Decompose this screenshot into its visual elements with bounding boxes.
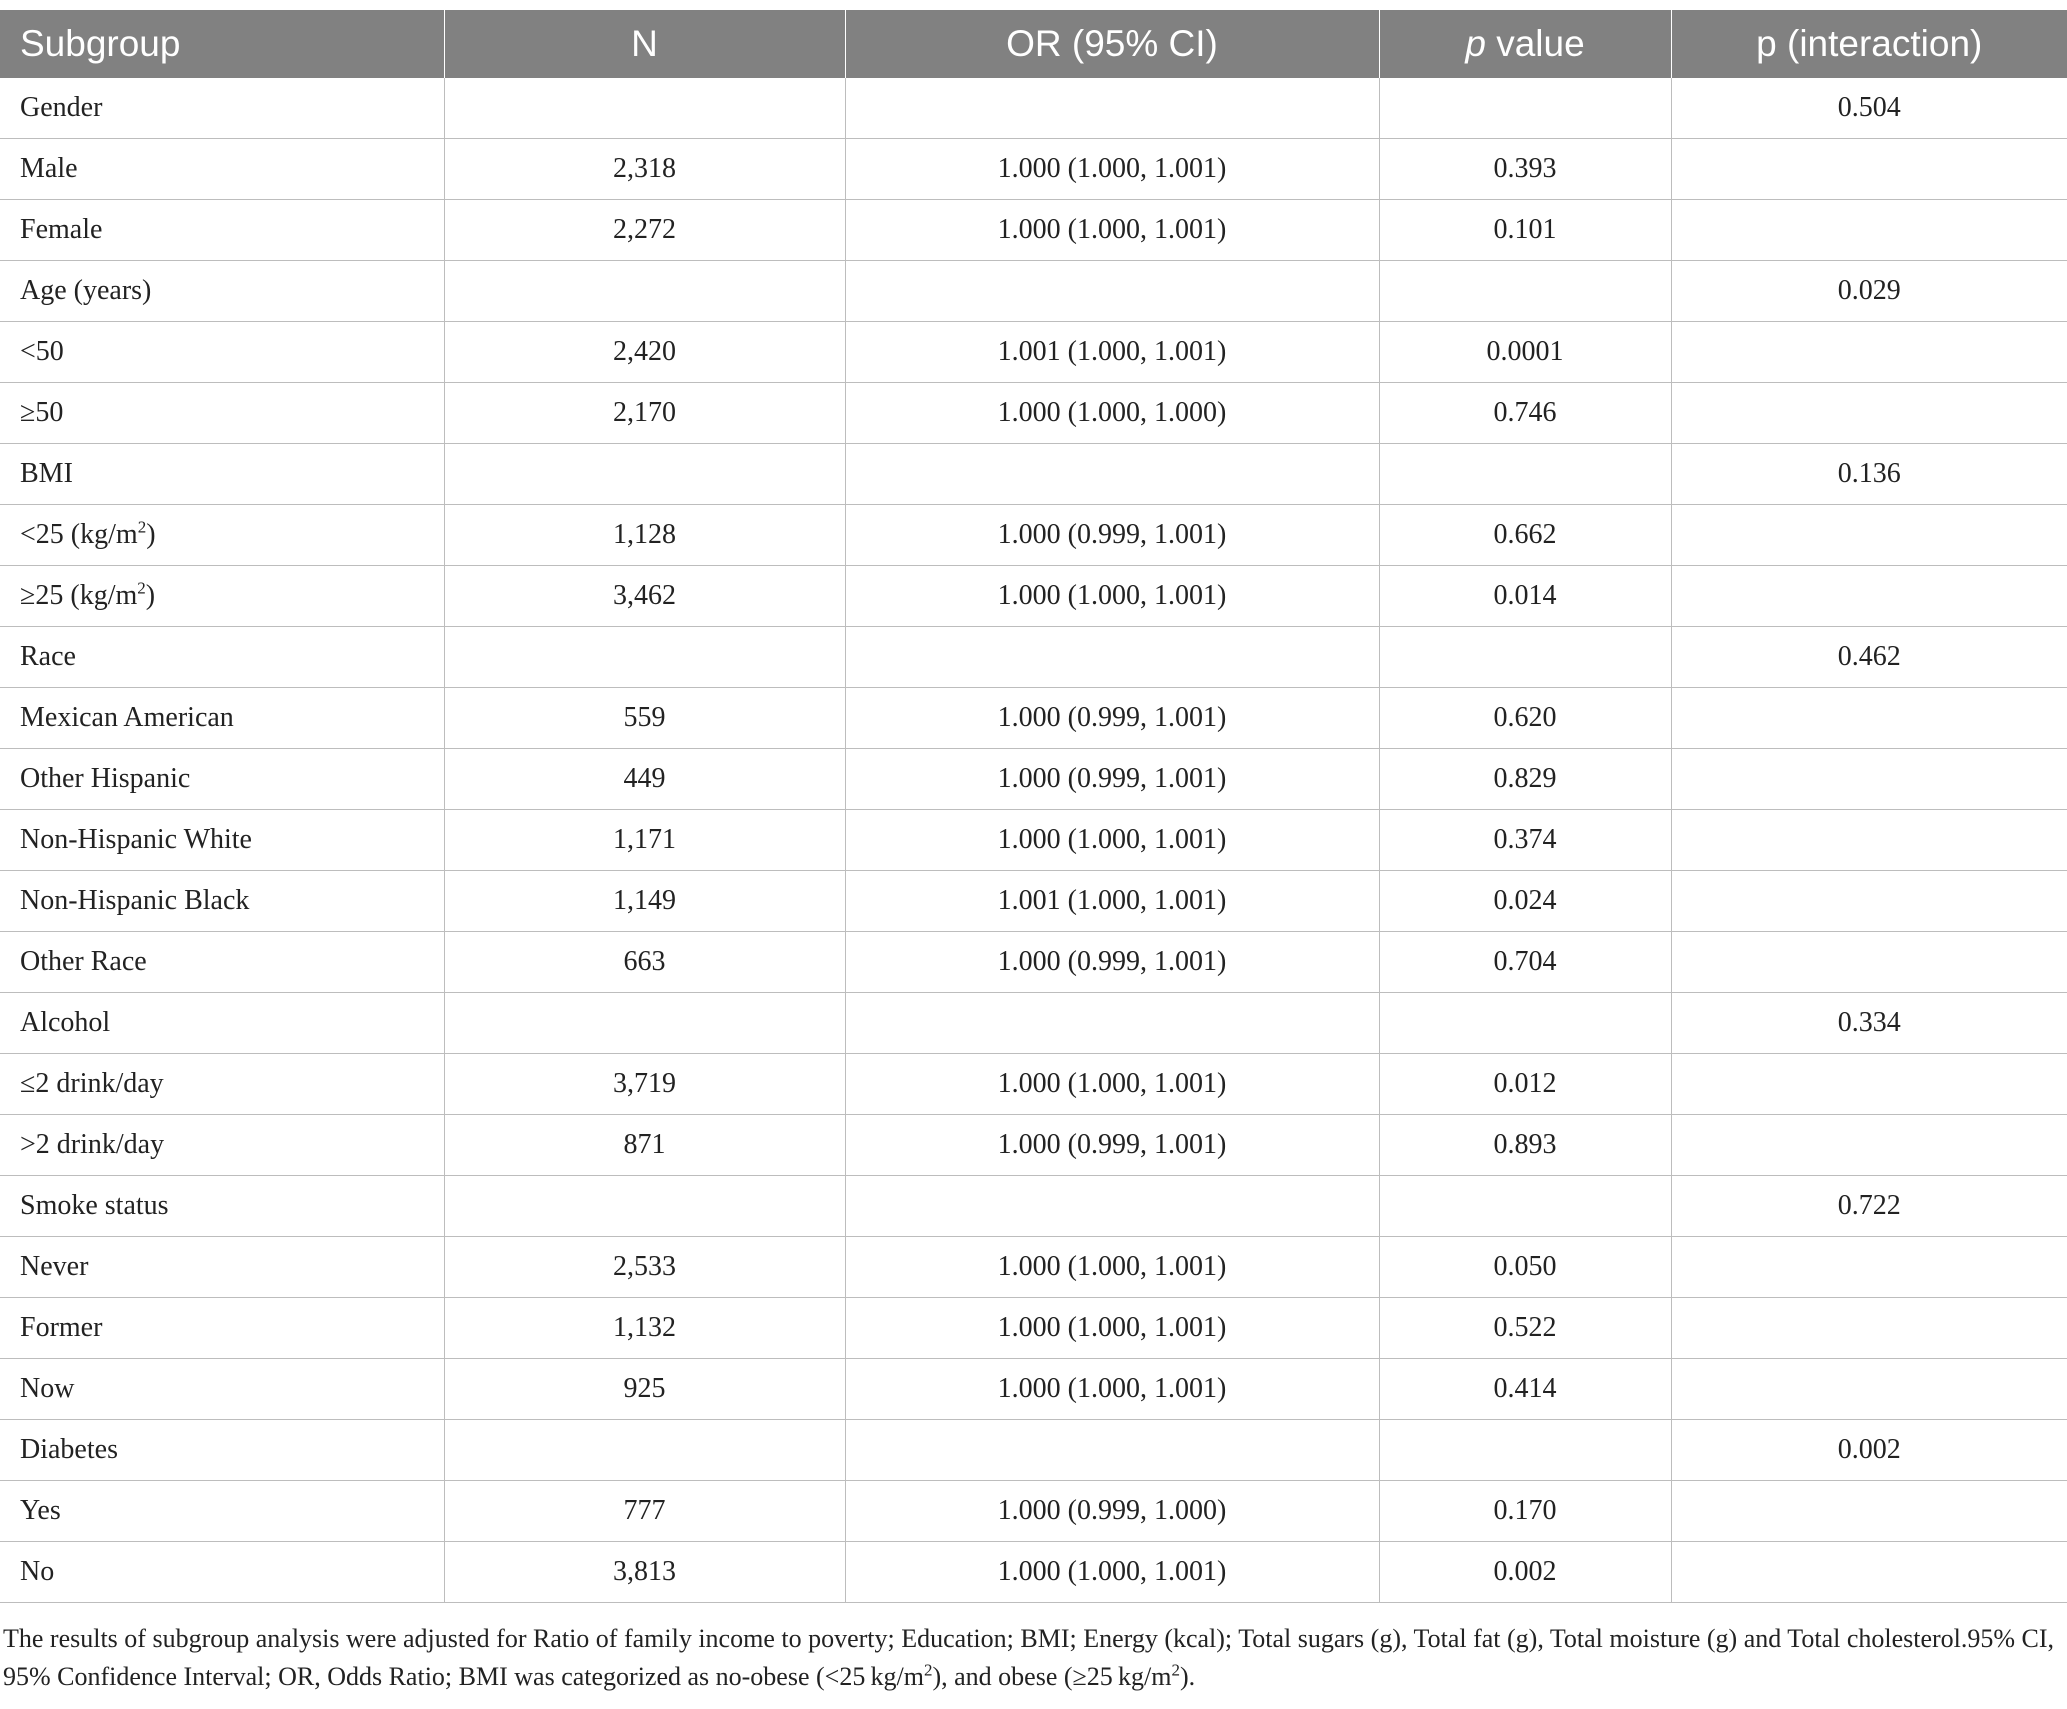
cell-p-value: 0.101: [1379, 200, 1671, 261]
cell-or-ci: [845, 444, 1379, 505]
table-row: [0, 810, 2067, 871]
cell-or-ci: 1.000 (1.000, 1.001): [845, 1359, 1379, 1420]
subgroup-suffix: ): [145, 580, 156, 611]
subgroup-suffix: ): [146, 519, 156, 550]
cell-subgroup: Smoke status: [0, 1176, 444, 1237]
cell-p-value: 0.002: [1379, 1542, 1671, 1603]
cell-n: 2,318: [444, 139, 845, 200]
table-row: [0, 932, 2067, 993]
cell-subgroup: [0, 505, 444, 566]
cell-p-value: 0.746: [1379, 383, 1671, 444]
cell-or-ci: 1.000 (1.000, 1.001): [845, 200, 1379, 261]
cell-p-interaction: [1671, 1298, 2067, 1359]
footnote-text-3: ).: [1179, 1662, 1196, 1691]
header-p-value: [1379, 10, 1671, 78]
cell-or-ci: [845, 993, 1379, 1054]
cell-n: [444, 444, 845, 505]
cell-or-ci: 1.001 (1.000, 1.001): [845, 322, 1379, 383]
cell-p-value: 0.170: [1379, 1481, 1671, 1542]
cell-p-interaction: 0.722: [1671, 1176, 2067, 1237]
cell-n: 925: [444, 1359, 845, 1420]
cell-p-interaction: 0.136: [1671, 444, 2067, 505]
cell-or-ci: [845, 1420, 1379, 1481]
table-row: [0, 688, 2067, 749]
cell-p-interaction: [1671, 200, 2067, 261]
cell-or-ci: [845, 78, 1379, 139]
cell-or-ci: [845, 261, 1379, 322]
cell-subgroup: Female: [0, 200, 444, 261]
cell-n: 449: [444, 749, 845, 810]
cell-p-value: [1379, 627, 1671, 688]
header-p-italic: p: [1465, 23, 1486, 64]
subgroup-label: ≥25 (kg/m: [20, 580, 138, 611]
cell-or-ci: 1.000 (0.999, 1.001): [845, 505, 1379, 566]
cell-n: 1,128: [444, 505, 845, 566]
cell-or-ci: 1.000 (0.999, 1.000): [845, 1481, 1379, 1542]
cell-p-value: 0.893: [1379, 1115, 1671, 1176]
subgroup-superscript: 2: [137, 578, 146, 598]
cell-or-ci: 1.000 (0.999, 1.001): [845, 1115, 1379, 1176]
cell-subgroup: ≤2 drink/day: [0, 1054, 444, 1115]
cell-or-ci: 1.000 (0.999, 1.001): [845, 932, 1379, 993]
cell-n: [444, 993, 845, 1054]
table-row: [0, 1481, 2067, 1542]
cell-p-value: 0.414: [1379, 1359, 1671, 1420]
cell-n: 1,171: [444, 810, 845, 871]
table-row: [0, 1420, 2067, 1481]
cell-p-value: [1379, 993, 1671, 1054]
cell-or-ci: 1.000 (0.999, 1.001): [845, 688, 1379, 749]
cell-n: 559: [444, 688, 845, 749]
cell-n: [444, 1420, 845, 1481]
cell-p-value: 0.374: [1379, 810, 1671, 871]
cell-subgroup: Non-Hispanic White: [0, 810, 444, 871]
cell-n: 3,813: [444, 1542, 845, 1603]
cell-subgroup: Other Race: [0, 932, 444, 993]
table-row: [0, 261, 2067, 322]
table-row: [0, 1176, 2067, 1237]
cell-or-ci: 1.000 (1.000, 1.001): [845, 1237, 1379, 1298]
cell-p-interaction: 0.334: [1671, 993, 2067, 1054]
table-row: [0, 1054, 2067, 1115]
cell-n: [444, 627, 845, 688]
table-row: [0, 444, 2067, 505]
cell-n: [444, 78, 845, 139]
cell-p-interaction: [1671, 383, 2067, 444]
cell-p-value: 0.522: [1379, 1298, 1671, 1359]
cell-or-ci: 1.000 (1.000, 1.001): [845, 1298, 1379, 1359]
cell-subgroup: Race: [0, 627, 444, 688]
cell-subgroup: Age (years): [0, 261, 444, 322]
cell-or-ci: 1.000 (1.000, 1.000): [845, 383, 1379, 444]
cell-subgroup: Gender: [0, 78, 444, 139]
cell-subgroup: >2 drink/day: [0, 1115, 444, 1176]
header-p-rest: value: [1485, 23, 1585, 64]
cell-p-value: [1379, 78, 1671, 139]
cell-p-interaction: [1671, 566, 2067, 627]
cell-subgroup: ≥50: [0, 383, 444, 444]
cell-p-value: [1379, 1420, 1671, 1481]
cell-p-interaction: [1671, 1115, 2067, 1176]
cell-p-interaction: 0.029: [1671, 261, 2067, 322]
table-header: [0, 10, 2067, 78]
footnote-sup-2: 2: [1171, 1660, 1180, 1680]
cell-n: 871: [444, 1115, 845, 1176]
cell-n: 1,132: [444, 1298, 845, 1359]
cell-p-interaction: [1671, 1054, 2067, 1115]
cell-p-interaction: [1671, 810, 2067, 871]
subgroup-analysis-table: [0, 10, 2067, 1603]
cell-n: 777: [444, 1481, 845, 1542]
cell-subgroup: Other Hispanic: [0, 749, 444, 810]
cell-p-value: [1379, 1176, 1671, 1237]
cell-n: 663: [444, 932, 845, 993]
table-row: [0, 1115, 2067, 1176]
cell-p-value: 0.014: [1379, 566, 1671, 627]
cell-or-ci: 1.000 (0.999, 1.001): [845, 749, 1379, 810]
table-row: [0, 1542, 2067, 1603]
subgroup-superscript: 2: [137, 517, 147, 537]
cell-or-ci: [845, 627, 1379, 688]
table-row: [0, 383, 2067, 444]
cell-p-value: 0.704: [1379, 932, 1671, 993]
cell-p-interaction: 0.504: [1671, 78, 2067, 139]
subgroup-table-container: [0, 10, 2067, 1603]
cell-p-value: 0.393: [1379, 139, 1671, 200]
cell-subgroup: BMI: [0, 444, 444, 505]
header-or-ci: OR (95% CI): [845, 10, 1379, 78]
cell-n: 3,719: [444, 1054, 845, 1115]
cell-subgroup: [0, 566, 444, 627]
header-n: N: [444, 10, 845, 78]
cell-or-ci: 1.000 (1.000, 1.001): [845, 1054, 1379, 1115]
cell-subgroup: <50: [0, 322, 444, 383]
table-row: [0, 749, 2067, 810]
cell-subgroup: Alcohol: [0, 993, 444, 1054]
footnote-text-1: The results of subgroup analysis were adjusted for Ratio of family income to poverty; Education; BMI; Energy (kcal); Total sugars (g), Total fat (g), Total moisture (g) and Total cholesterol.95% CI, 95% Confidence Interval; OR, Odds Ratio; BMI was categorized as no-obese (<25 kg/m: [3, 1624, 2055, 1691]
cell-p-interaction: [1671, 1359, 2067, 1420]
cell-p-value: 0.0001: [1379, 322, 1671, 383]
footnote-sup-1: 2: [923, 1660, 933, 1680]
cell-or-ci: 1.001 (1.000, 1.001): [845, 871, 1379, 932]
cell-p-interaction: [1671, 505, 2067, 566]
cell-or-ci: [845, 1176, 1379, 1237]
footnote-text-2: ), and obese (≥25 kg/m: [932, 1662, 1172, 1691]
cell-p-interaction: [1671, 688, 2067, 749]
cell-or-ci: 1.000 (1.000, 1.001): [845, 1542, 1379, 1603]
table-row: [0, 322, 2067, 383]
cell-n: 2,420: [444, 322, 845, 383]
table-row: [0, 200, 2067, 261]
cell-subgroup: Diabetes: [0, 1420, 444, 1481]
cell-p-value: 0.012: [1379, 1054, 1671, 1115]
cell-p-interaction: [1671, 1542, 2067, 1603]
cell-n: [444, 261, 845, 322]
cell-or-ci: 1.000 (1.000, 1.001): [845, 139, 1379, 200]
table-row: [0, 1298, 2067, 1359]
cell-p-value: 0.662: [1379, 505, 1671, 566]
cell-subgroup: Non-Hispanic Black: [0, 871, 444, 932]
cell-p-value: 0.024: [1379, 871, 1671, 932]
table-row: [0, 1237, 2067, 1298]
cell-p-interaction: [1671, 139, 2067, 200]
table-row: [0, 505, 2067, 566]
table-row: [0, 627, 2067, 688]
cell-p-value: 0.829: [1379, 749, 1671, 810]
cell-n: 2,170: [444, 383, 845, 444]
cell-p-interaction: [1671, 749, 2067, 810]
cell-p-value: 0.620: [1379, 688, 1671, 749]
cell-p-interaction: [1671, 322, 2067, 383]
subgroup-label: <25 (kg/m: [20, 519, 138, 550]
cell-subgroup: Mexican American: [0, 688, 444, 749]
cell-or-ci: 1.000 (1.000, 1.001): [845, 566, 1379, 627]
table-row: [0, 993, 2067, 1054]
cell-subgroup: Yes: [0, 1481, 444, 1542]
table-row: [0, 1359, 2067, 1420]
table-row: [0, 78, 2067, 139]
cell-p-value: 0.050: [1379, 1237, 1671, 1298]
cell-n: 2,533: [444, 1237, 845, 1298]
cell-p-interaction: 0.002: [1671, 1420, 2067, 1481]
cell-n: 2,272: [444, 200, 845, 261]
table-row: [0, 871, 2067, 932]
cell-subgroup: No: [0, 1542, 444, 1603]
header-row: [0, 10, 2067, 78]
cell-or-ci: 1.000 (1.000, 1.001): [845, 810, 1379, 871]
cell-p-interaction: 0.462: [1671, 627, 2067, 688]
table-body: [0, 78, 2067, 1603]
table-row: [0, 566, 2067, 627]
cell-subgroup: Now: [0, 1359, 444, 1420]
cell-p-interaction: [1671, 1481, 2067, 1542]
cell-n: [444, 1176, 845, 1237]
table-row: [0, 139, 2067, 200]
cell-n: 3,462: [444, 566, 845, 627]
cell-p-value: [1379, 444, 1671, 505]
cell-p-interaction: [1671, 871, 2067, 932]
cell-p-interaction: [1671, 1237, 2067, 1298]
header-subgroup: Subgroup: [0, 10, 444, 78]
cell-subgroup: Male: [0, 139, 444, 200]
cell-subgroup: Former: [0, 1298, 444, 1359]
cell-p-value: [1379, 261, 1671, 322]
cell-p-interaction: [1671, 932, 2067, 993]
table-footnote: [3, 1620, 2058, 1696]
cell-subgroup: Never: [0, 1237, 444, 1298]
header-p-interaction: p (interaction): [1671, 10, 2067, 78]
cell-n: 1,149: [444, 871, 845, 932]
